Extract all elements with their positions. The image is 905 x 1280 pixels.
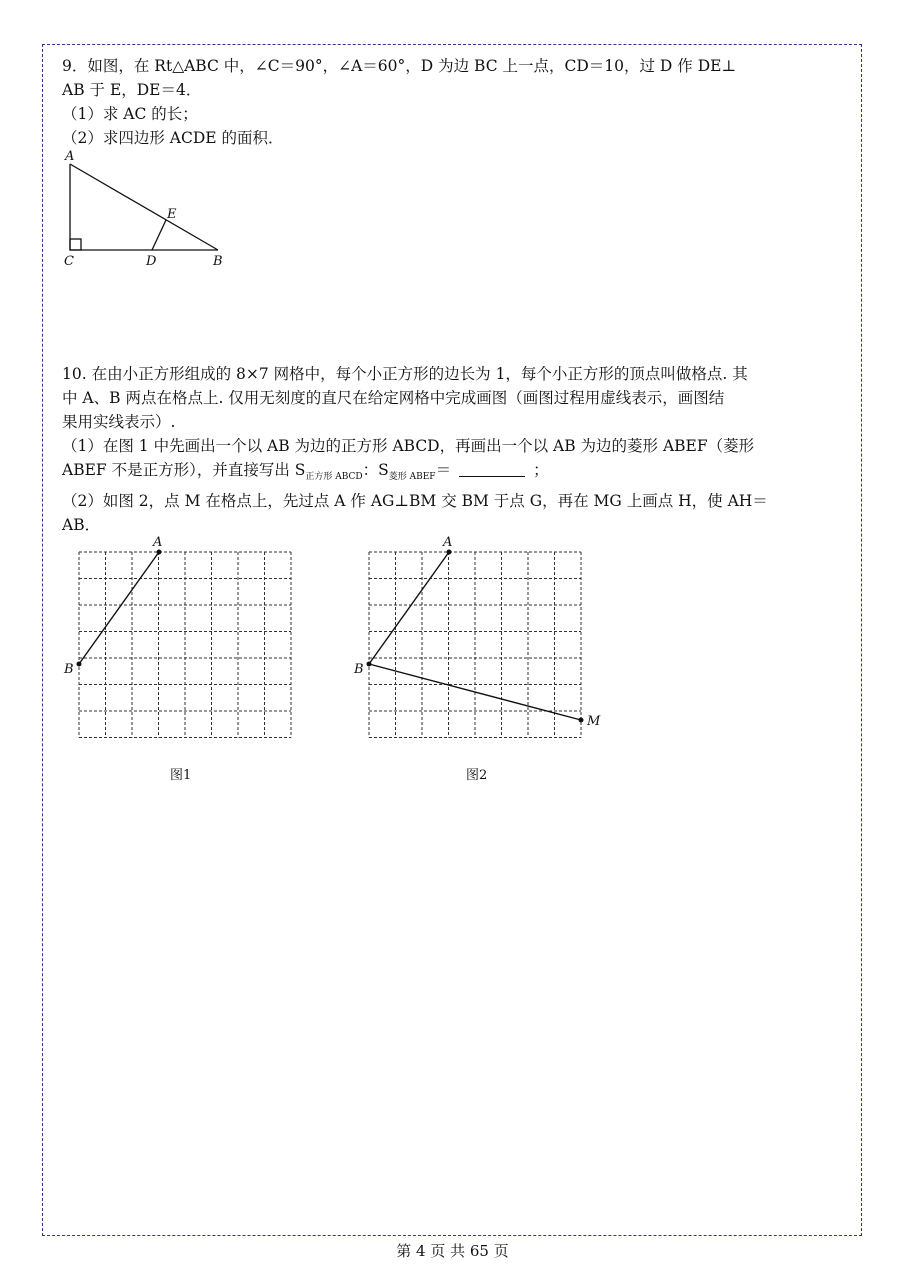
figure-1-caption: 图1 [170,768,192,783]
q9-line-2: AB 于 E，DE＝4． [62,81,202,99]
q9-line-3: （1）求 AC 的长； [62,105,198,123]
q9-label-E: E [167,207,177,222]
q10-line-5: ABEF 不是正方形），并直接写出 $S_{正方形 ABCD}$：$S_{菱形 ABEF}=$ ； [62,461,549,483]
q9-label-B: B [213,254,223,269]
figure-2-caption: 图2 [466,768,488,783]
fig2-label-M: M [587,714,601,729]
q9-line-4: （2）求四边形 ACDE 的面积． [62,129,284,147]
fig1-label-B: B [64,662,74,677]
q10-line-2: 中 A、B 两点在格点上. 仅用无刻度的直尺在给定网格中完成画图（画图过程用虚线表示，画图结 [62,389,725,407]
fig2-label-B: B [354,662,364,677]
q9-label-C: C [64,254,74,269]
fig2-label-A: A [443,535,453,550]
q10-line-6: （2）如图 2，点 M 在格点上，先过点 A 作 AG⊥BM 交 BM 于点 G，再在 MG 上画点 H，使 AH＝ [62,492,768,511]
q9-label-D: D [146,254,157,269]
fig1-label-A: A [153,535,163,550]
q9-label-A: A [65,149,75,164]
q10-line-7: AB． [62,516,101,535]
page-footer: 第 4 页 共 65 页 [396,1242,509,1260]
q10-line-4: （1）在图 1 中先画出一个以 AB 为边的正方形 ABCD，再画出一个以 AB 为边的菱形 ABEF（菱形 [62,437,755,455]
q9-line-1: 9．如图，在 Rt△ABC 中，∠C＝90°，∠A＝60°，D 为边 BC 上一点，CD＝10，过 D 作 DE⊥ [62,57,737,75]
q10-line-3: 果用实线表示）. [62,413,176,431]
q10-line-1: 10. 在由小正方形组成的 8×7 网格中，每个小正方形的边长为 1，每个小正方形的顶点叫做格点. 其 [62,365,748,383]
